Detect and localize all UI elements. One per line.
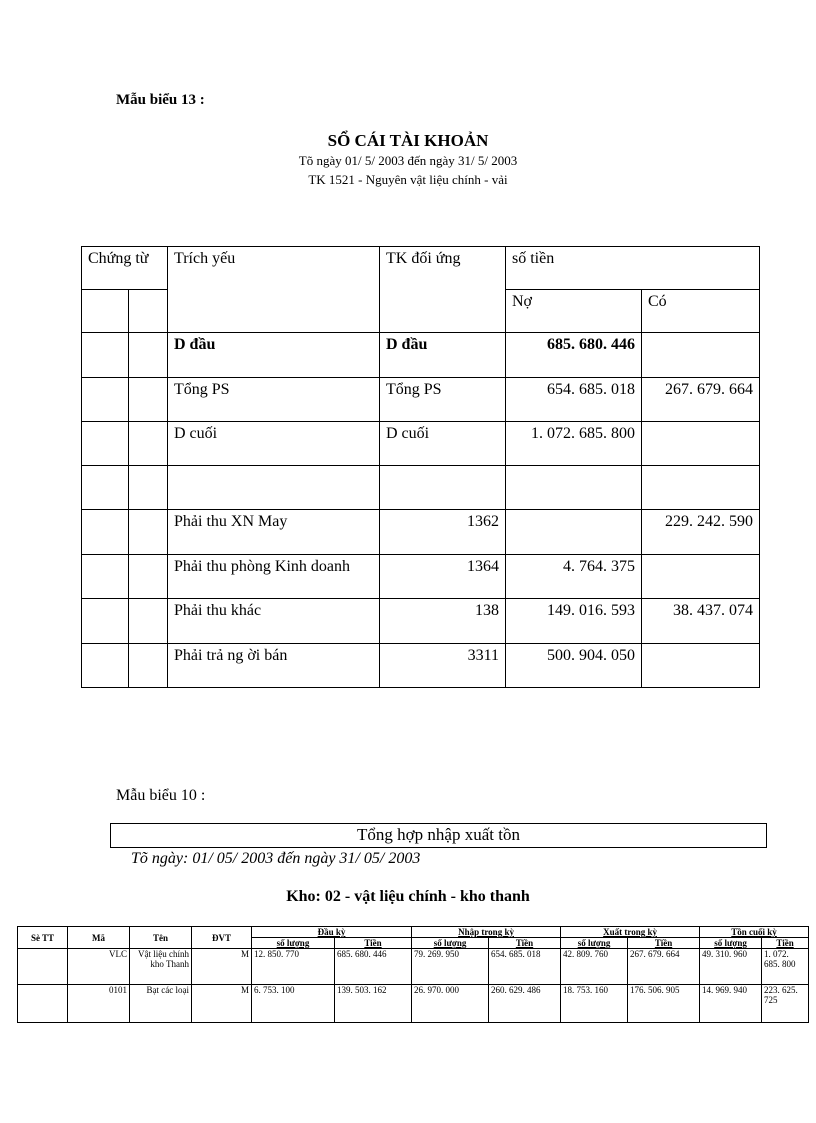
cell-no: 4. 764. 375 [506, 555, 642, 599]
cell-tk: Tổng PS [380, 378, 506, 422]
cell-trich-yeu: D cuối [168, 422, 380, 466]
cell-t-sl: 14. 969. 940 [700, 985, 762, 1023]
cell-trich-yeu: Phải thu XN May [168, 510, 380, 555]
cell-x-tien: 267. 679. 664 [628, 949, 700, 985]
table-row [82, 644, 760, 688]
cell-x-tien: 176. 506. 905 [628, 985, 700, 1023]
cell-tk: D đầu [380, 333, 506, 378]
header-so-luong: số lượng [700, 938, 762, 949]
cell-stt [18, 949, 68, 985]
form13-label: Mẫu biểu 13 : [116, 92, 205, 108]
cell-dk-sl: 6. 753. 100 [252, 985, 335, 1023]
cell-ten: Bạt các loại [130, 985, 192, 1023]
header-tien: Tiền [335, 938, 412, 949]
cell-dk-tien: 685. 680. 446 [335, 949, 412, 985]
header-xuat: Xuất trong kỳ [561, 927, 700, 938]
header-ton: Tồn cuối kỳ [700, 927, 809, 938]
cell-no: 1. 072. 685. 800 [506, 422, 642, 466]
header-nhap: Nhập trong kỳ [412, 927, 561, 938]
cell-trich-yeu: Phải thu phòng Kinh doanh [168, 555, 380, 599]
header-dau-ky: Đầu kỳ [252, 927, 412, 938]
cell-co: 229. 242. 590 [642, 510, 760, 555]
table-row [82, 333, 760, 378]
summary-title-box: Tổng hợp nhập xuất tồn [110, 823, 767, 848]
header-ten: Tên [130, 927, 192, 949]
cell-tk [380, 466, 506, 510]
header-dvt: ĐVT [192, 927, 252, 949]
header-chung-tu-a [82, 290, 129, 333]
header-no: Nợ [506, 290, 642, 333]
cell-no: 500. 904. 050 [506, 644, 642, 688]
cell-x-sl: 18. 753. 160 [561, 985, 628, 1023]
cell-stt [18, 985, 68, 1023]
header-co: Có [642, 290, 760, 333]
cell-co [642, 333, 760, 378]
cell-no [506, 510, 642, 555]
cell-t-tien: 1. 072. 685. 800 [762, 949, 809, 985]
inv-header-row [18, 927, 809, 938]
inventory-table [17, 926, 809, 1023]
cell-t-tien: 223. 625. 725 [762, 985, 809, 1023]
ledger-title: SỔ CÁI TÀI KHOẢN [327, 131, 489, 150]
cell-dk-tien: 139. 503. 162 [335, 985, 412, 1023]
header-so-luong: số lượng [252, 938, 335, 949]
cell-x-sl: 42. 809. 760 [561, 949, 628, 985]
cell-co [642, 422, 760, 466]
header-chung-tu-b [129, 290, 168, 333]
cell-co [642, 644, 760, 688]
table-row [82, 422, 760, 466]
cell-tk: 1362 [380, 510, 506, 555]
cell-n-sl: 79. 269. 950 [412, 949, 489, 985]
header-stt: Sè TT [18, 927, 68, 949]
cell-trich-yeu: Phải trả ng ời bán [168, 644, 380, 688]
cell-tk: 138 [380, 599, 506, 644]
cell-dvt: M [192, 949, 252, 985]
header-so-luong: số lượng [561, 938, 628, 949]
header-tien: Tiền [762, 938, 809, 949]
table-row [18, 985, 809, 1023]
ledger-table [81, 246, 760, 688]
cell-tk: 3311 [380, 644, 506, 688]
warehouse-title: Kho: 02 - vật liệu chính - kho thanh [286, 888, 530, 905]
header-tien: Tiền [628, 938, 700, 949]
cell-trich-yeu [168, 466, 380, 510]
ledger-account: TK 1521 - Nguyên vật liệu chính - vải [308, 172, 508, 187]
cell-trich-yeu: Tổng PS [168, 378, 380, 422]
cell-ma: 0101 [68, 985, 130, 1023]
cell-tk: 1364 [380, 555, 506, 599]
cell-tk: D cuối [380, 422, 506, 466]
cell-n-tien: 260. 629. 486 [489, 985, 561, 1023]
cell-no: 654. 685. 018 [506, 378, 642, 422]
table-row [82, 599, 760, 644]
form10-label: Mẫu biểu 10 : [116, 787, 206, 804]
table-row [82, 555, 760, 599]
cell-ma: VLC [68, 949, 130, 985]
table-row [18, 949, 809, 985]
ledger-date-range: Tõ ngày 01/ 5/ 2003 đến ngày 31/ 5/ 2003 [298, 153, 518, 168]
header-so-luong: số lượng [412, 938, 489, 949]
cell-no: 149. 016. 593 [506, 599, 642, 644]
cell-dvt: M [192, 985, 252, 1023]
cell-n-tien: 654. 685. 018 [489, 949, 561, 985]
summary-date-range: Tõ ngày: 01/ 05/ 2003 đến ngày 31/ 05/ 2003 [131, 850, 421, 867]
cell-t-sl: 49. 310. 960 [700, 949, 762, 985]
header-so-tien: số tiền [506, 247, 760, 290]
cell-co [642, 555, 760, 599]
header-tien: Tiền [489, 938, 561, 949]
cell-dk-sl: 12. 850. 770 [252, 949, 335, 985]
cell-trich-yeu: Phải thu khác [168, 599, 380, 644]
table-row [82, 510, 760, 555]
cell-trich-yeu: D đầu [168, 333, 380, 378]
cell-n-sl: 26. 970. 000 [412, 985, 489, 1023]
cell-co: 267. 679. 664 [642, 378, 760, 422]
cell-co: 38. 437. 074 [642, 599, 760, 644]
table-row [82, 466, 760, 510]
cell-no [506, 466, 642, 510]
header-tk-doi-ung: TK đối ứng [380, 247, 506, 333]
header-ma: Mã [68, 927, 130, 949]
cell-no: 685. 680. 446 [506, 333, 642, 378]
header-chung-tu: Chứng từ [82, 247, 168, 290]
header-trich-yeu: Trích yếu [168, 247, 380, 333]
cell-co [642, 466, 760, 510]
ledger-header-row [82, 247, 760, 290]
table-row [82, 378, 760, 422]
cell-ten: Vật liệu chính kho Thanh [130, 949, 192, 985]
